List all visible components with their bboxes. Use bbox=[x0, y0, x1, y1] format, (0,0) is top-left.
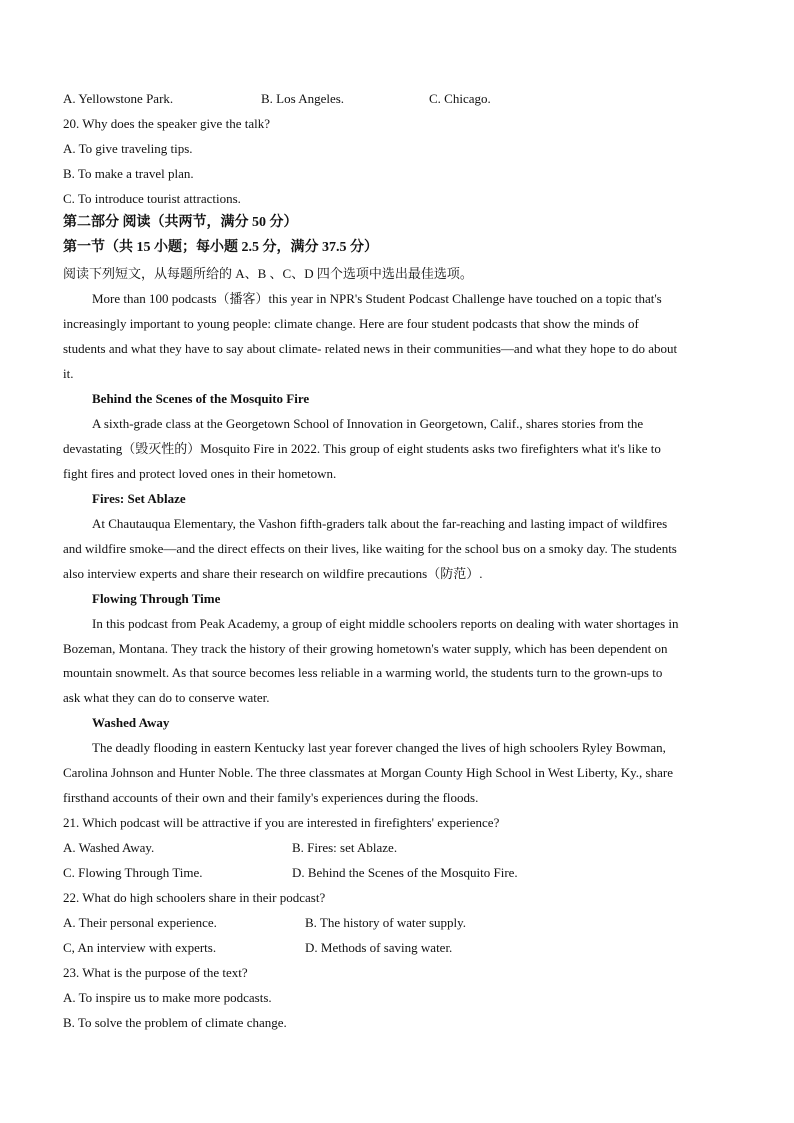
intro-line: it. bbox=[63, 366, 74, 381]
q19-option-a: A. Yellowstone Park. bbox=[63, 91, 174, 106]
instructions: 阅读下列短文，从每题所给的 A、B 、C、D 四个选项中选出最佳选项。 bbox=[63, 266, 473, 281]
podcast3-line: Bozeman, Montana. They track the history of their growing hometown's water supply, which has been dependent on bbox=[63, 641, 668, 656]
intro-line: students and what they have to say about climate- related news in their communities—and what they hope to do about bbox=[63, 341, 678, 356]
podcast-title-washed-away: Washed Away bbox=[92, 715, 170, 730]
podcast4-line: Carolina Johnson and Hunter Noble. The three classmates at Morgan County High School in West Liberty, Ky., share bbox=[63, 765, 673, 780]
q23-option-b: B. To solve the problem of climate change. bbox=[63, 1015, 287, 1030]
q21-option-d: D. Behind the Scenes of the Mosquito Fire. bbox=[292, 865, 518, 880]
q20-option-b: B. To make a travel plan. bbox=[63, 166, 194, 181]
podcast3-line: ask what they can do to conserve water. bbox=[63, 690, 270, 705]
q22-option-c: C, An interview with experts. bbox=[63, 940, 217, 955]
podcast1-line: A sixth-grade class at the Georgetown School of Innovation in Georgetown, Calif., shares stories from the bbox=[92, 416, 644, 431]
q20-option-c: C. To introduce tourist attractions. bbox=[63, 191, 241, 206]
q20-stem: 20. Why does the speaker give the talk? bbox=[63, 116, 270, 131]
q21-option-b: B. Fires: set Ablaze. bbox=[292, 840, 398, 855]
q21-stem: 21. Which podcast will be attractive if you are interested in firefighters' experience? bbox=[63, 815, 500, 830]
q20-option-a: A. To give traveling tips. bbox=[63, 141, 193, 156]
podcast3-line: mountain snowmelt. As that source becomes less reliable in a warming world, the students turn to the grown-ups to bbox=[63, 665, 663, 680]
q21-option-a: A. Washed Away. bbox=[63, 840, 155, 855]
podcast1-line: fight fires and protect loved ones in their hometown. bbox=[63, 466, 337, 481]
podcast-title-mosquito-fire: Behind the Scenes of the Mosquito Fire bbox=[92, 391, 310, 406]
podcast-title-flowing-through-time: Flowing Through Time bbox=[92, 591, 221, 606]
q19-option-b: B. Los Angeles. bbox=[261, 91, 345, 106]
podcast2-line: At Chautauqua Elementary, the Vashon fifth-graders talk about the far-reaching and lasting impact of wildfires bbox=[92, 516, 668, 531]
part2-title: 第二部分 阅读（共两节，满分 50 分） bbox=[63, 215, 298, 230]
podcast3-line: In this podcast from Peak Academy, a group of eight middle schoolers reports on dealing with water shortages in bbox=[92, 616, 679, 631]
podcast2-line: and wildfire smoke—and the direct effects on their lives, like waiting for the school bus on a smoky day. The students bbox=[63, 541, 677, 556]
q22-option-a: A. Their personal experience. bbox=[63, 915, 217, 930]
q22-option-b: B. The history of water supply. bbox=[305, 915, 467, 930]
q21-option-c: C. Flowing Through Time. bbox=[63, 865, 203, 880]
intro-line: More than 100 podcasts（播客）this year in NPR's Student Podcast Challenge have touched on a topic that's bbox=[92, 291, 662, 306]
q22-stem: 22. What do high schoolers share in their podcast? bbox=[63, 890, 326, 905]
q23-option-a: A. To inspire us to make more podcasts. bbox=[63, 990, 272, 1005]
podcast1-line: devastating（毁灭性的）Mosquito Fire in 2022. This group of eight students asks two firefighters what it's like to bbox=[63, 441, 661, 456]
podcast2-line: also interview experts and share their research on wildfire precautions（防范）. bbox=[63, 566, 483, 581]
intro-line: increasingly important to young people: climate change. Here are four student podcasts that show the minds of bbox=[63, 316, 639, 331]
podcast4-line: firsthand accounts of their own and their family's experiences during the floods. bbox=[63, 790, 479, 805]
podcast4-line: The deadly flooding in eastern Kentucky last year forever changed the lives of high schoolers Ryley Bowman, bbox=[92, 740, 666, 755]
podcast-title-set-ablaze: Fires: Set Ablaze bbox=[92, 491, 186, 506]
q19-option-c: C. Chicago. bbox=[429, 91, 491, 106]
section1-title: 第一节（共 15 小题；每小题 2.5 分，满分 37.5 分） bbox=[63, 240, 378, 255]
q23-stem: 23. What is the purpose of the text? bbox=[63, 965, 248, 980]
q22-option-d: D. Methods of saving water. bbox=[305, 940, 453, 955]
